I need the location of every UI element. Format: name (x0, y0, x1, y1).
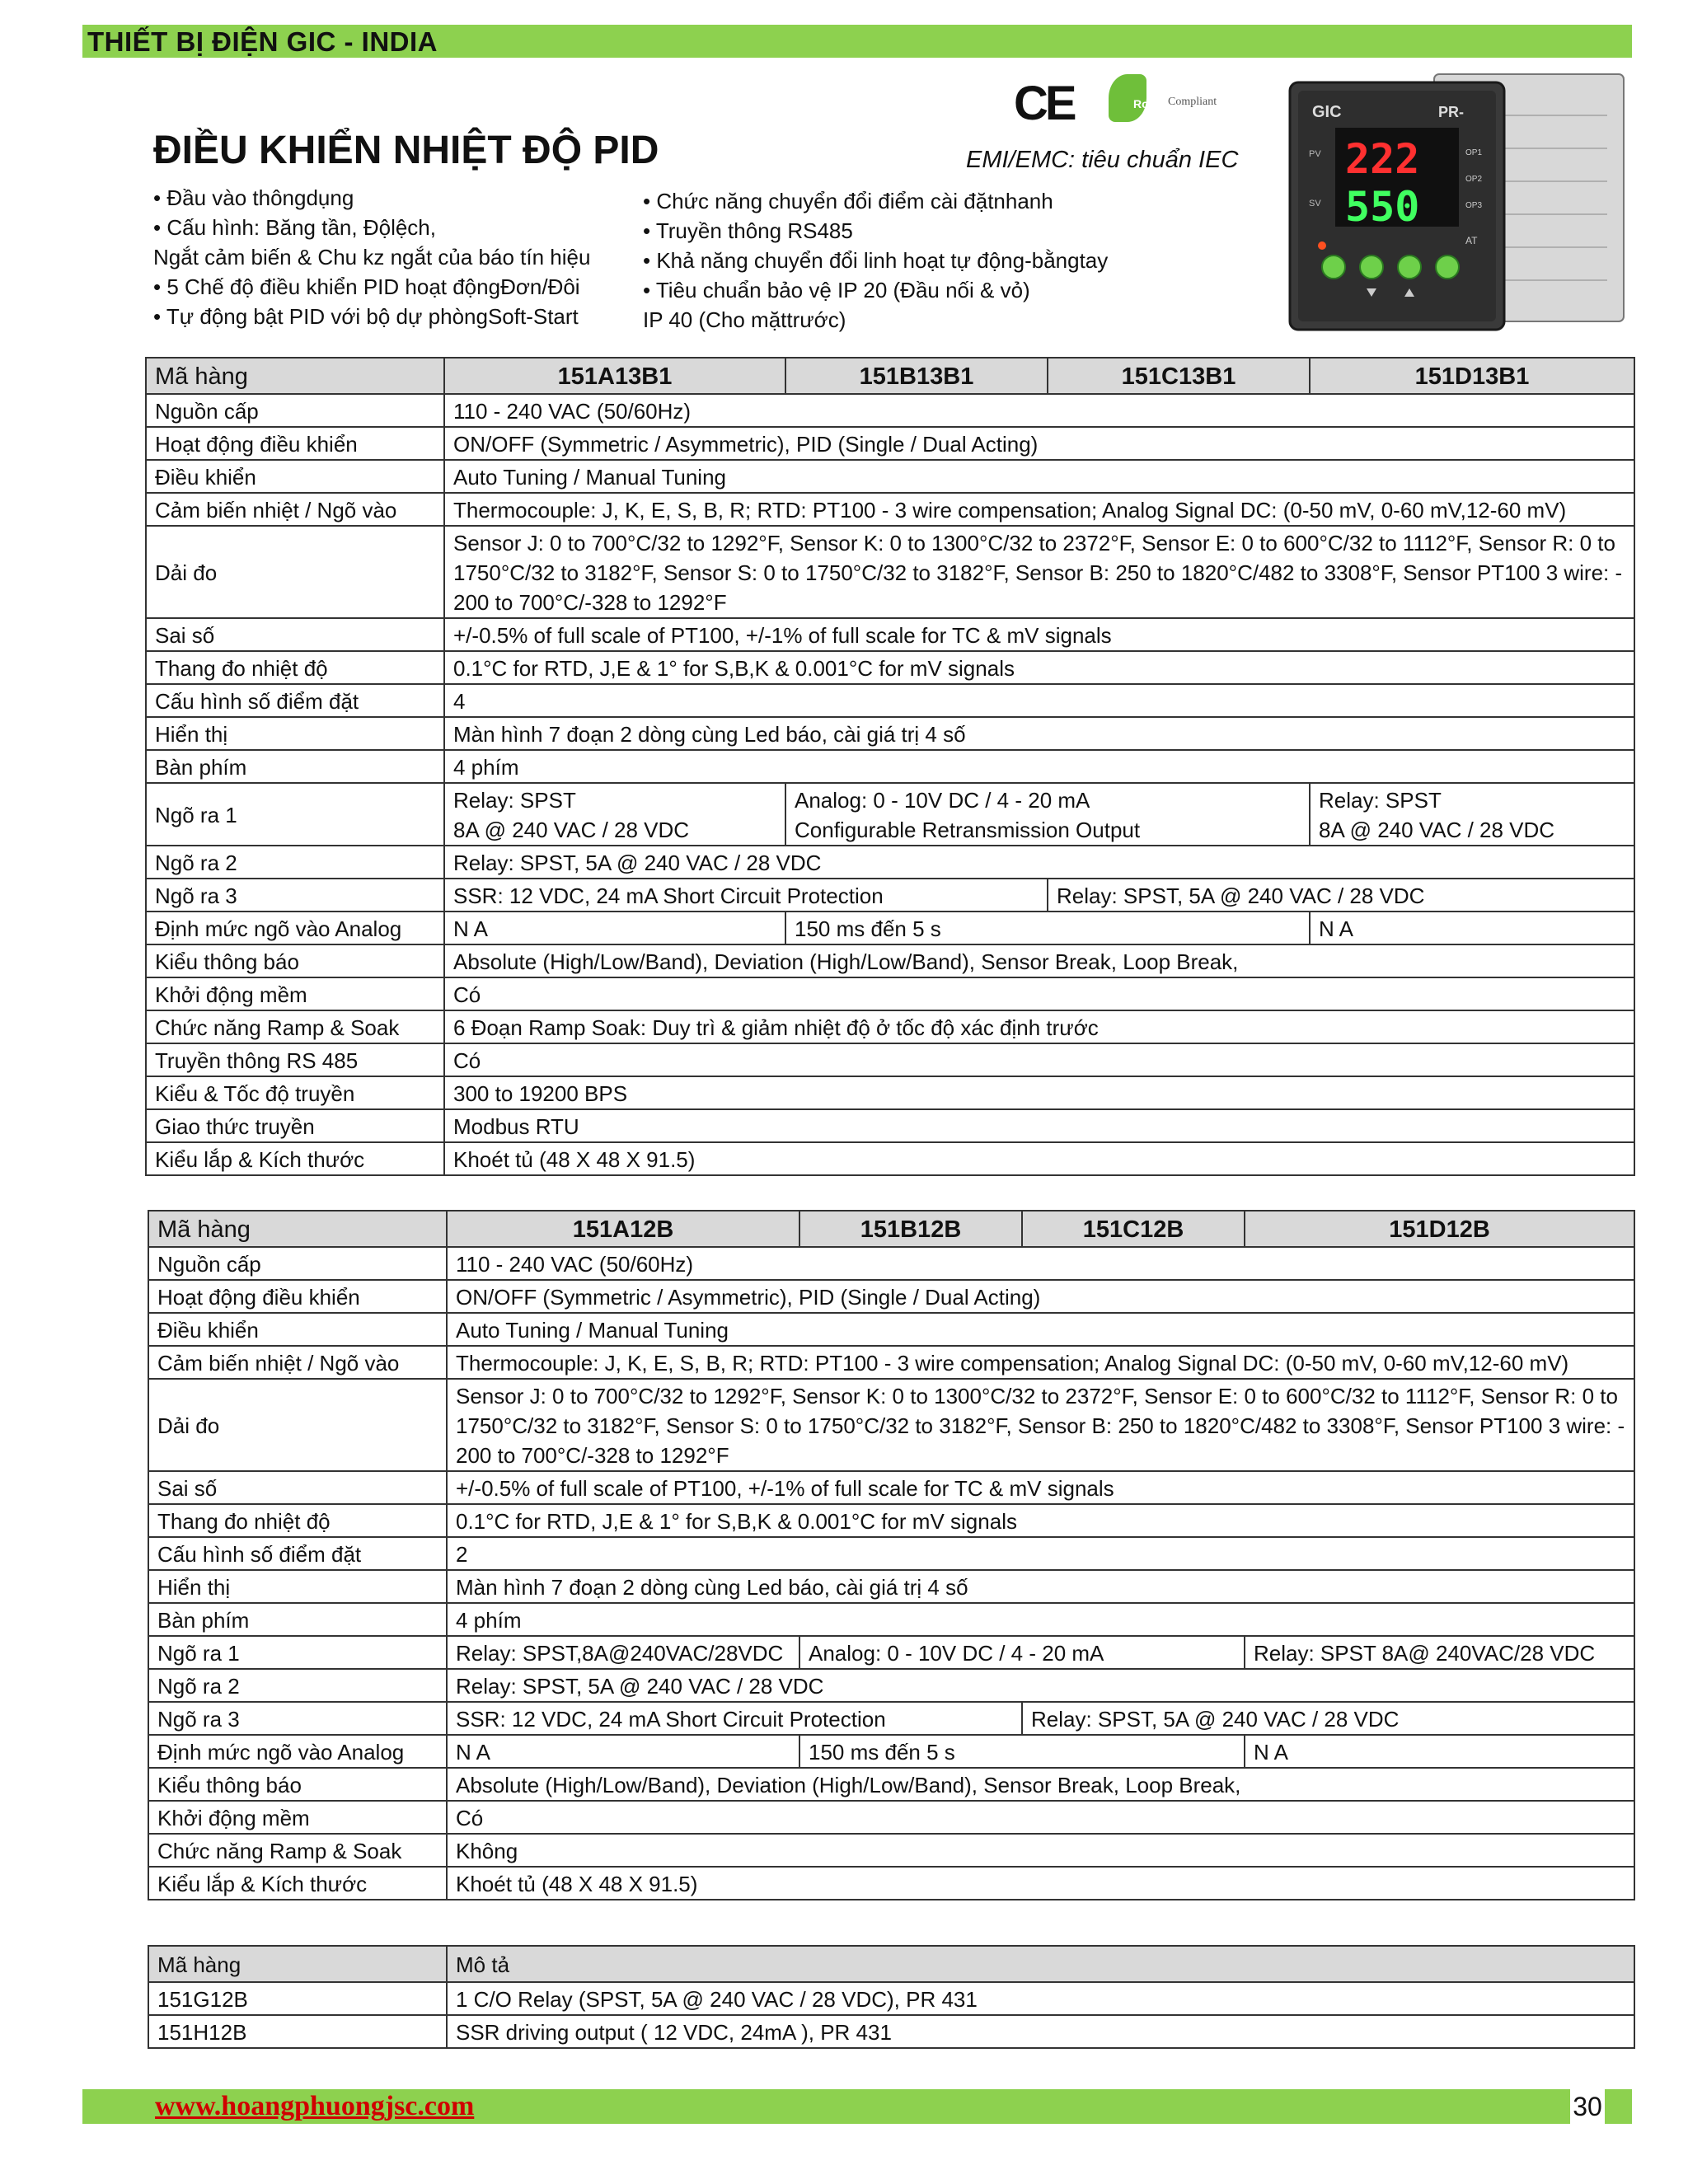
header-banner-text: THIẾT BỊ ĐIỆN GIC - INDIA (87, 26, 438, 57)
website-link[interactable]: www.hoangphuongjsc.com (155, 2091, 475, 2121)
row-label: Định mức ngõ vào Analog (148, 1735, 447, 1768)
row-value: Có (444, 977, 1634, 1010)
row-label: Định mức ngõ vào Analog (146, 912, 444, 944)
row-value: Relay: SPST, 5A @ 240 VAC / 28 VDC (1048, 879, 1634, 912)
table-row (146, 684, 1634, 717)
row-value: Relay: SPST,8A@240VAC/28VDC (447, 1636, 799, 1669)
spec-table-1 (145, 357, 1635, 1176)
device-brand: GIC (1312, 103, 1342, 121)
table-row (146, 846, 1634, 879)
row-value: +/-0.5% of full scale of PT100, +/-1% of full scale for TC & mV signals (444, 618, 1634, 651)
feature-item: • Cấu hình: Băng tần, Độlệch, (153, 215, 436, 240)
header-cell: 151B12B (799, 1211, 1022, 1247)
row-label: Kiểu thông báo (148, 1768, 447, 1801)
row-value: Thermocouple: J, K, E, S, B, R; RTD: PT100 - 3 wire compensation; Analog Signal DC: (0-50 mV, 0-60 mV,12-60 mV) (444, 493, 1634, 526)
features-left (153, 183, 590, 331)
table-row (146, 651, 1634, 684)
row-label: Điều khiển (146, 460, 444, 493)
row-label: Ngõ ra 2 (148, 1669, 447, 1702)
table-row (146, 717, 1634, 750)
row-value: 300 to 19200 BPS (444, 1076, 1634, 1109)
pid-controller-image (1286, 66, 1632, 338)
header-cell: 151A13B1 (444, 358, 785, 394)
row-value (444, 783, 785, 846)
table-row (146, 783, 1634, 846)
row-label: Kiểu & Tốc độ truyền (146, 1076, 444, 1109)
emi-standard: EMI/EMC: tiêu chuẩn IEC (966, 147, 1239, 173)
table-header-row (148, 1211, 1634, 1247)
output-line: Configurable Retransmission Output (795, 818, 1141, 842)
table-row (148, 1603, 1634, 1636)
table-row (148, 1834, 1634, 1867)
header-cell: Mã hàng (148, 1946, 447, 1982)
feature-item: IP 40 (Cho mặttrước) (643, 307, 846, 332)
row-value: 0.1°C for RTD, J,E & 1° for S,B,K & 0.001°C for mV signals (444, 651, 1634, 684)
row-label: Hiển thị (146, 717, 444, 750)
header-cell: Mô tả (447, 1946, 1634, 1982)
table-row (148, 1313, 1634, 1346)
row-value: Relay: SPST, 5A @ 240 VAC / 28 VDC (447, 1669, 1634, 1702)
row-value: ON/OFF (Symmetric / Asymmetric), PID (Single / Dual Acting) (444, 427, 1634, 460)
rohs-mark: RoHS (1133, 97, 1165, 110)
output-line: Analog: 0 - 10V DC / 4 - 20 mA (795, 788, 1090, 813)
spec-table-2 (148, 1210, 1635, 1900)
row-value: 110 - 240 VAC (50/60Hz) (447, 1247, 1634, 1280)
row-value: Relay: SPST, 5A @ 240 VAC / 28 VDC (1022, 1702, 1634, 1735)
device-pv-label: PV (1309, 149, 1321, 159)
page-title: ĐIỀU KHIỂN NHIỆT ĐỘ PID (153, 129, 659, 172)
table-row (146, 1142, 1634, 1175)
row-value: Relay: SPST 8A@ 240VAC/28 VDC (1245, 1636, 1634, 1669)
table-row (146, 1043, 1634, 1076)
row-label: Kiểu thông báo (146, 944, 444, 977)
device-op2-label: OP2 (1465, 175, 1483, 184)
ce-mark-logo: CE (1014, 77, 1074, 130)
row-label: Kiểu lắp & Kích thước (148, 1867, 447, 1900)
row-value: 150 ms đến 5 s (785, 912, 1310, 944)
row-label: Ngõ ra 1 (146, 783, 444, 846)
table-row (148, 2015, 1634, 2048)
row-value: +/-0.5% of full scale of PT100, +/-1% of full scale for TC & mV signals (447, 1471, 1634, 1504)
row-value: 4 (444, 684, 1634, 717)
header-cell: 151C12B (1022, 1211, 1245, 1247)
row-value: N A (1245, 1735, 1634, 1768)
row-label: Bàn phím (148, 1603, 447, 1636)
table-row (148, 1570, 1634, 1603)
accessory-table (148, 1945, 1635, 2049)
row-value: N A (1310, 912, 1634, 944)
row-value: N A (447, 1735, 799, 1768)
feature-item: • Tiêu chuẩn bảo vệ IP 20 (Đầu nối & vỏ) (643, 278, 1030, 302)
row-value: Sensor J: 0 to 700°C/32 to 1292°F, Sensor K: 0 to 1300°C/32 to 2372°F, Sensor E: 0 to 600°C/32 to 1112°F, Sensor R: 0 to 1750°C/32 to 3182°F, Sensor S: 0 to 1750°C/32 to 3182°F, Sensor B: 250 to 1820°C/482 to 3308°F, Sensor PT100 3 wire: - 200 to 700°C/-328 to 1292°F (447, 1379, 1634, 1471)
header-cell: 151D13B1 (1310, 358, 1634, 394)
row-label: Ngõ ra 3 (148, 1702, 447, 1735)
table-row (146, 526, 1634, 618)
row-label: Cảm biến nhiệt / Ngõ vào (146, 493, 444, 526)
feature-item: • Khả năng chuyển đổi linh hoạt tự động-bằngtay (643, 248, 1109, 273)
row-label: Bàn phím (146, 750, 444, 783)
table-row (148, 1768, 1634, 1801)
row-value: SSR: 12 VDC, 24 mA Short Circuit Protection (447, 1702, 1022, 1735)
feature-item: • Chức năng chuyển đổi điểm cài đặtnhanh (643, 189, 1053, 213)
row-label: Hiển thị (148, 1570, 447, 1603)
table-row (146, 1109, 1634, 1142)
row-value: Có (444, 1043, 1634, 1076)
row-label: Khởi động mềm (146, 977, 444, 1010)
row-value: SSR driving output ( 12 VDC, 24mA ), PR 431 (447, 2015, 1634, 2048)
row-value: 2 (447, 1537, 1634, 1570)
row-value: Thermocouple: J, K, E, S, B, R; RTD: PT100 - 3 wire compensation; Analog Signal DC: (0-50 mV, 0-60 mV,12-60 mV) (447, 1346, 1634, 1379)
row-value: Analog: 0 - 10V DC / 4 - 20 mA (799, 1636, 1245, 1669)
table-row (146, 460, 1634, 493)
header-cell: Mã hàng (148, 1211, 447, 1247)
output-line: 8A @ 240 VAC / 28 VDC (1319, 818, 1555, 842)
table-row (148, 1537, 1634, 1570)
row-label: Sai số (146, 618, 444, 651)
row-label: Giao thức truyền (146, 1109, 444, 1142)
table-row (146, 618, 1634, 651)
feature-item: • Đầu vào thôngdụng (153, 185, 354, 210)
output-line: Relay: SPST (1319, 788, 1442, 813)
row-label: Hoạt động điều khiển (148, 1280, 447, 1313)
row-value: Khoét tủ (48 X 48 X 91.5) (444, 1142, 1634, 1175)
row-label: Hoạt động điều khiển (146, 427, 444, 460)
row-value: Khoét tủ (48 X 48 X 91.5) (447, 1867, 1634, 1900)
table-row (146, 1010, 1634, 1043)
header-cell: 151A12B (447, 1211, 799, 1247)
device-op1-label: OP1 (1465, 148, 1483, 157)
table-row (146, 879, 1634, 912)
row-label: 151G12B (148, 1982, 447, 2015)
row-value: Absolute (High/Low/Band), Deviation (High/Low/Band), Sensor Break, Loop Break, (447, 1768, 1634, 1801)
row-value (785, 783, 1310, 846)
row-value: 0.1°C for RTD, J,E & 1° for S,B,K & 0.001°C for mV signals (447, 1504, 1634, 1537)
row-value: Modbus RTU (444, 1109, 1634, 1142)
row-label: Cấu hình số điểm đặt (146, 684, 444, 717)
table-row (148, 1735, 1634, 1768)
table-row (148, 1867, 1634, 1900)
rohs-logo (1109, 74, 1232, 124)
footer-bar (82, 2089, 1632, 2124)
row-label: Sai số (148, 1471, 447, 1504)
row-value: Auto Tuning / Manual Tuning (444, 460, 1634, 493)
row-label: Nguồn cấp (146, 394, 444, 427)
table-row (146, 394, 1634, 427)
header-cell: 151B13B1 (785, 358, 1048, 394)
table-header-row (146, 358, 1634, 394)
row-value: Có (447, 1801, 1634, 1834)
row-value: Màn hình 7 đoạn 2 dòng cùng Led báo, cài giá trị 4 số (444, 717, 1634, 750)
header-cell: 151C13B1 (1048, 358, 1310, 394)
table-row (148, 1346, 1634, 1379)
row-label: 151H12B (148, 2015, 447, 2048)
row-label: Thang đo nhiệt độ (146, 651, 444, 684)
row-label: Nguồn cấp (148, 1247, 447, 1280)
row-label: Truyền thông RS 485 (146, 1043, 444, 1076)
row-label: Ngõ ra 1 (148, 1636, 447, 1669)
rohs-compliant-text: Compliant (1168, 96, 1217, 108)
table-header-row (148, 1946, 1634, 1982)
table-row (146, 427, 1634, 460)
table-row (148, 1982, 1634, 2015)
table-row (148, 1379, 1634, 1471)
row-label: Cảm biến nhiệt / Ngõ vào (148, 1346, 447, 1379)
row-label: Cấu hình số điểm đặt (148, 1537, 447, 1570)
header-cell: 151D12B (1245, 1211, 1634, 1247)
row-value: 150 ms đến 5 s (799, 1735, 1245, 1768)
row-value: Relay: SPST, 5A @ 240 VAC / 28 VDC (444, 846, 1634, 879)
table-row (148, 1504, 1634, 1537)
row-value: N A (444, 912, 785, 944)
table-row (146, 912, 1634, 944)
row-value: Auto Tuning / Manual Tuning (447, 1313, 1634, 1346)
output-line: Relay: SPST (453, 788, 576, 813)
table-row (148, 1801, 1634, 1834)
header-banner (82, 25, 1632, 58)
header-cell: Mã hàng (146, 358, 444, 394)
table-row (148, 1471, 1634, 1504)
device-pv-display: 222 (1345, 135, 1420, 183)
feature-item: • Truyền thông RS485 (643, 218, 853, 243)
row-label: Dải đo (146, 526, 444, 618)
row-label: Chức năng Ramp & Soak (148, 1834, 447, 1867)
row-label: Kiểu lắp & Kích thước (146, 1142, 444, 1175)
table-row (146, 750, 1634, 783)
table-row (146, 493, 1634, 526)
device-model: PR- (1438, 104, 1464, 120)
row-value: Sensor J: 0 to 700°C/32 to 1292°F, Sensor K: 0 to 1300°C/32 to 2372°F, Sensor E: 0 to 600°C/32 to 1112°F, Sensor R: 0 to 1750°C/32 to 3182°F, Sensor S: 0 to 1750°C/32 to 3182°F, Sensor B: 250 to 1820°C/482 to 3308°F, Sensor PT100 3 wire: - 200 to 700°C/-328 to 1292°F (444, 526, 1634, 618)
row-value: 4 phím (447, 1603, 1634, 1636)
feature-item: Ngắt cảm biến & Chu kz ngắt của báo tín hiệu (153, 245, 591, 269)
table-row (146, 944, 1634, 977)
row-value: 4 phím (444, 750, 1634, 783)
table-row (146, 1076, 1634, 1109)
device-sv-label: SV (1309, 199, 1321, 209)
table-row (148, 1669, 1634, 1702)
features-right (643, 186, 1108, 335)
row-label: Điều khiển (148, 1313, 447, 1346)
table-row (148, 1636, 1634, 1669)
device-op3-label: OP3 (1465, 201, 1483, 210)
row-value (1310, 783, 1634, 846)
row-value: 6 Đoạn Ramp Soak: Duy trì & giảm nhiệt độ ở tốc độ xác định trước (444, 1010, 1634, 1043)
row-label: Thang đo nhiệt độ (148, 1504, 447, 1537)
table-row (146, 977, 1634, 1010)
feature-item: • Tự động bật PID với bộ dự phòngSoft-Start (153, 304, 579, 329)
row-value: Màn hình 7 đoạn 2 dòng cùng Led báo, cài giá trị 4 số (447, 1570, 1634, 1603)
device-at-label: AT (1465, 235, 1478, 246)
row-label: Ngõ ra 2 (146, 846, 444, 879)
row-label: Dải đo (148, 1379, 447, 1471)
table-row (148, 1280, 1634, 1313)
row-value: Không (447, 1834, 1634, 1867)
row-value: 110 - 240 VAC (50/60Hz) (444, 394, 1634, 427)
row-value: ON/OFF (Symmetric / Asymmetric), PID (Single / Dual Acting) (447, 1280, 1634, 1313)
row-value: Absolute (High/Low/Band), Deviation (High/Low/Band), Sensor Break, Loop Break, (444, 944, 1634, 977)
feature-item: • 5 Chế độ điều khiển PID hoạt độngĐơn/Đôi (153, 274, 580, 299)
row-label: Chức năng Ramp & Soak (146, 1010, 444, 1043)
output-line: 8A @ 240 VAC / 28 VDC (453, 818, 690, 842)
device-sv-display: 550 (1345, 183, 1420, 231)
table-row (148, 1247, 1634, 1280)
row-label: Ngõ ra 3 (146, 879, 444, 912)
row-value: 1 C/O Relay (SPST, 5A @ 240 VAC / 28 VDC), PR 431 (447, 1982, 1634, 2015)
row-value: SSR: 12 VDC, 24 mA Short Circuit Protection (444, 879, 1048, 912)
table-row (148, 1702, 1634, 1735)
page-number: 30 (1570, 2089, 1605, 2124)
row-label: Khởi động mềm (148, 1801, 447, 1834)
